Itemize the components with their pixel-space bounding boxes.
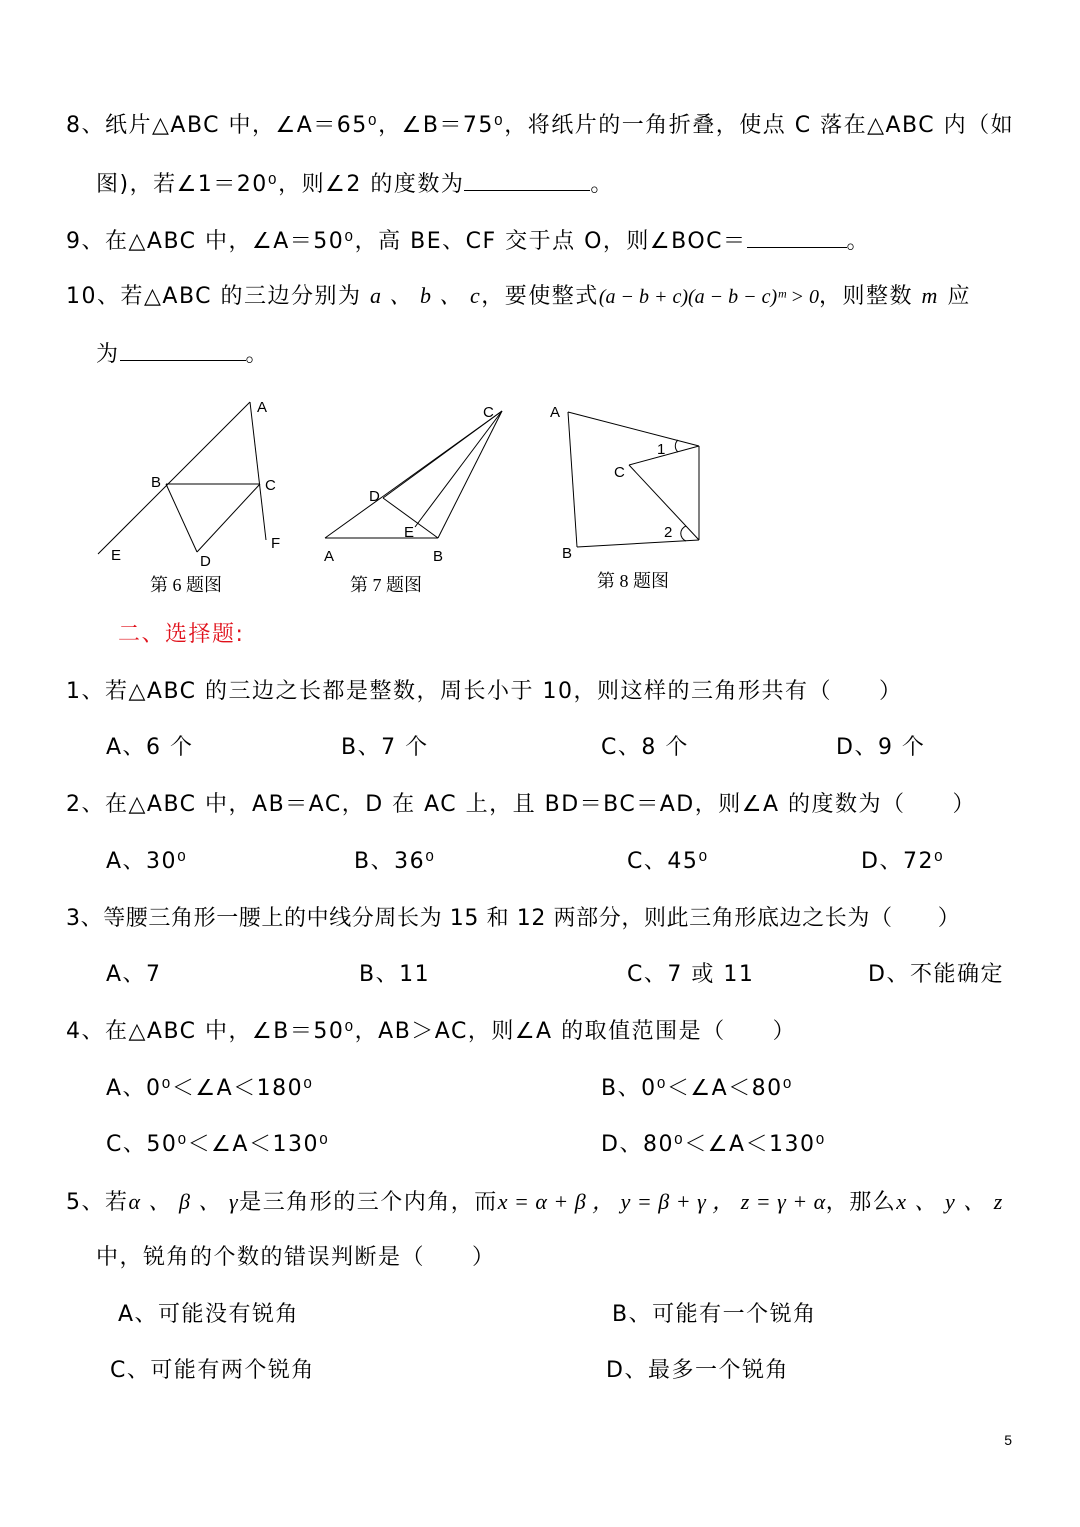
fig8-label-C: C	[614, 464, 625, 481]
choice-q3-option-c[interactable]: C、7 或 11	[627, 962, 755, 987]
choice-q1-option-b[interactable]: B、7 个	[341, 735, 429, 760]
fig7-label-C: C	[483, 404, 494, 421]
fig8-line-bottom	[577, 540, 699, 547]
q8-text: 8、纸片△ABC 中，∠A＝65⁰，∠B＝75⁰，将纸片的一角折叠，使点 C 落在△ABC 内（如	[66, 113, 1015, 138]
choice-q5-option-b[interactable]: B、可能有一个锐角	[612, 1302, 817, 1327]
page-number: 5	[1004, 1432, 1012, 1448]
fig7-label-A: A	[324, 548, 335, 565]
fig7-line-DC	[383, 411, 502, 498]
choice-q2-stem: 2、在△ABC 中，AB＝AC，D 在 AC 上，且 BD＝BC＝AD，则∠A 的度数为（ ）	[66, 792, 976, 817]
fig8-label-A: A	[550, 404, 561, 421]
q10-variables: a 、 b 、 c	[370, 283, 482, 308]
fig6-label-E: E	[111, 547, 122, 564]
q8-line1	[66, 111, 1014, 141]
fig6-label-C: C	[265, 477, 276, 494]
fig7-label-B: B	[433, 548, 444, 565]
choice-q1-option-d[interactable]: D、9 个	[836, 735, 926, 760]
q5-xyz: x 、 y 、 z	[896, 1189, 1004, 1214]
fig6-label-A: A	[257, 399, 268, 416]
q8-answer-blank[interactable]	[464, 168, 590, 191]
fig6-caption: 第 6 题图	[150, 575, 222, 595]
q5-angle-vars: α 、 β 、 γ	[128, 1189, 240, 1214]
choice-q5-option-d[interactable]: D、最多一个锐角	[606, 1358, 789, 1383]
fig8-caption: 第 8 题图	[597, 571, 669, 591]
fig8-label-B: B	[562, 545, 573, 562]
choice-q3-option-b[interactable]: B、11	[359, 962, 431, 987]
figure-7	[315, 395, 515, 570]
choice-q1-stem: 1、若△ABC 的三边之长都是整数，周长小于 10，则这样的三角形共有（ ）	[66, 679, 903, 704]
figure-6	[90, 390, 300, 575]
fig8-label-1: 1	[657, 441, 666, 458]
choice-q2-option-d[interactable]: D、72⁰	[861, 849, 945, 874]
choice-q5-line2: 中，锐角的个数的错误判断是（ ）	[96, 1245, 496, 1270]
q9-line: 9、在△ABC 中，∠A＝50⁰，高 BE、CF 交于点 O，则∠BOC＝ 。	[66, 225, 870, 257]
choice-q1-option-c[interactable]: C、8 个	[601, 735, 689, 760]
choice-q3-stem: 3、等腰三角形一腰上的中线分周长为 15 和 12 两部分，则此三角形底边之长为（ ）	[66, 906, 961, 931]
choice-q5-option-a[interactable]: A、可能没有锐角	[118, 1302, 300, 1327]
choice-q5-line1: 5、若α 、 β 、 γ是三角形的三个内角，而x = α + β ， y = β + γ ， z = γ + α，那么x 、 y 、 z	[66, 1189, 1004, 1215]
fig6-label-D: D	[200, 553, 211, 570]
fig6-label-B: B	[151, 474, 162, 491]
fig8-angle-2-arc	[681, 526, 686, 541]
fig6-line-DC	[197, 484, 260, 552]
q9-answer-blank[interactable]	[747, 225, 847, 248]
q10-line2: 为 。	[96, 338, 269, 370]
choice-q4-option-b[interactable]: B、0⁰＜∠A＜80⁰	[601, 1076, 793, 1101]
fig8-line-A-top	[568, 412, 699, 446]
fig7-line-BC	[438, 411, 502, 538]
fig6-line-BD	[166, 484, 197, 552]
fig7-caption: 第 7 题图	[350, 575, 422, 595]
q10-answer-blank[interactable]	[120, 338, 246, 361]
fig7-label-E: E	[404, 524, 415, 541]
fig6-line-AF	[250, 402, 266, 540]
q8-line2: 图)，若∠1＝20⁰，则∠2 的度数为 。	[96, 168, 614, 200]
q10-line1: 10、若△ABC 的三边分别为 a 、 b 、 c，要使整式(a − b + c)(a − b − c)ᵐ > 0，则整数 m 应	[66, 283, 971, 309]
choice-q3-option-d[interactable]: D、不能确定	[868, 962, 1004, 987]
fig8-line-AB	[568, 412, 577, 547]
fig7-label-D: D	[369, 488, 380, 505]
fig8-label-2: 2	[664, 524, 673, 541]
choice-q2-option-b[interactable]: B、36⁰	[354, 849, 436, 874]
q10-expression: (a − b + c)(a − b − c)ᵐ > 0	[598, 286, 820, 308]
choice-q3-option-a[interactable]: A、7	[106, 962, 162, 987]
choice-q2-option-c[interactable]: C、45⁰	[627, 849, 709, 874]
section-title: 二、选择题:	[118, 622, 245, 647]
fig6-label-F: F	[271, 535, 281, 552]
fig7-line-CE	[415, 411, 502, 527]
choice-q4-stem: 4、在△ABC 中，∠B＝50⁰，AB＞AC，则∠A 的取值范围是（ ）	[66, 1019, 797, 1044]
fig8-angle-1-arc	[675, 440, 678, 452]
choice-q2-option-a[interactable]: A、30⁰	[106, 849, 188, 874]
q5-equations: x = α + β ， y = β + γ ， z = γ + α	[497, 1189, 826, 1214]
choice-q5-option-c[interactable]: C、可能有两个锐角	[110, 1358, 315, 1383]
choice-q4-option-a[interactable]: A、0⁰＜∠A＜180⁰	[106, 1076, 314, 1101]
choice-q4-option-c[interactable]: C、50⁰＜∠A＜130⁰	[106, 1132, 330, 1157]
fig6-line-AE	[98, 402, 250, 554]
figure-8	[540, 395, 720, 570]
choice-q1-option-a[interactable]: A、6 个	[106, 735, 194, 760]
choice-q4-option-d[interactable]: D、80⁰＜∠A＜130⁰	[601, 1132, 826, 1157]
